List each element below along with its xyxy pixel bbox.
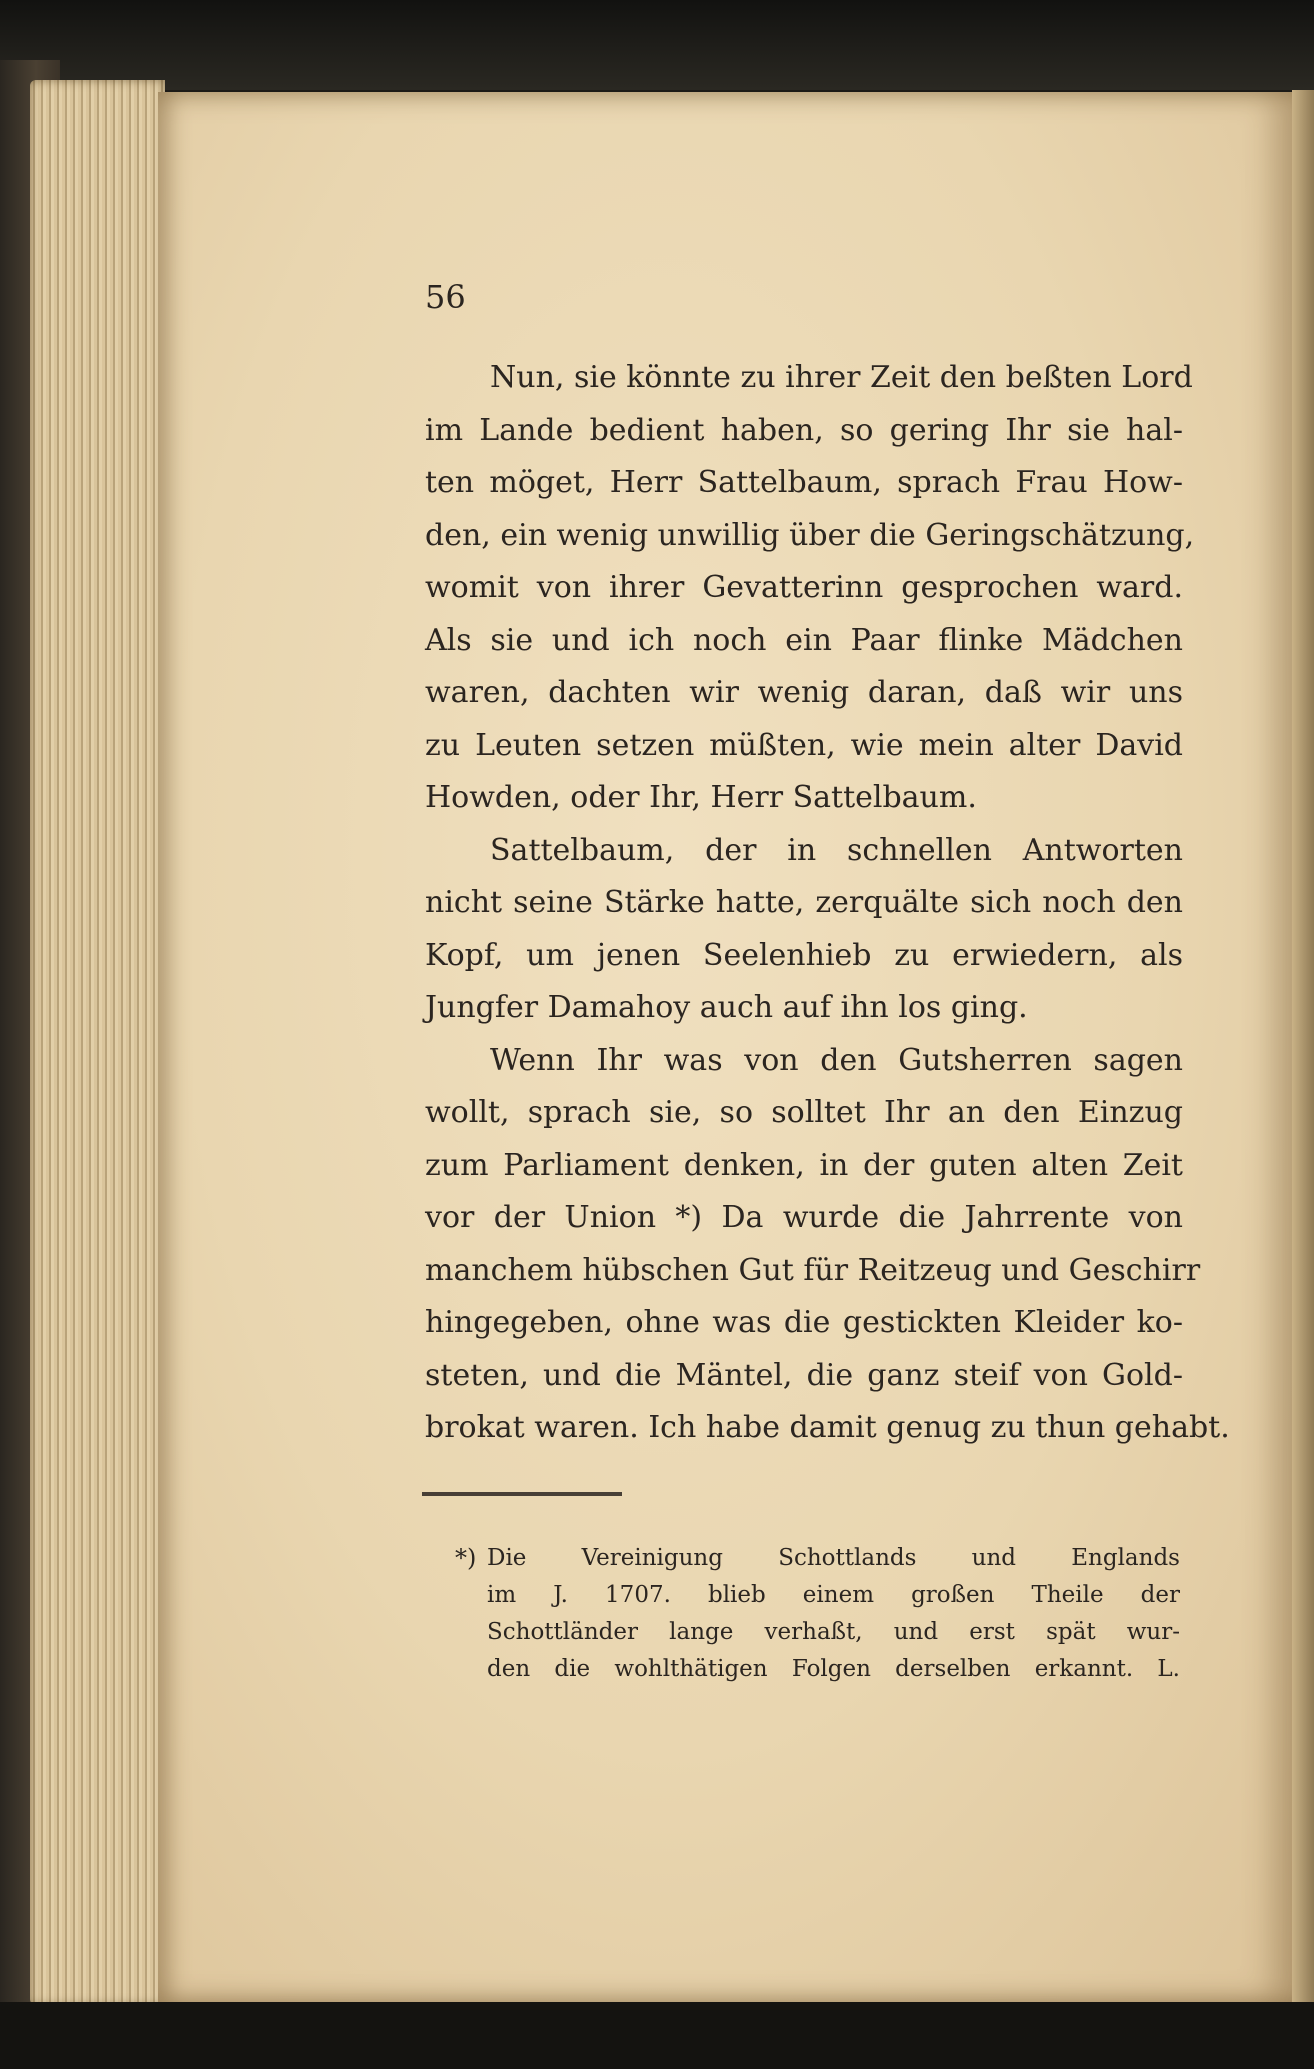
text-line: womit von ihrer Gevatterinn gesprochen ward.: [425, 570, 1183, 605]
text-line: Als sie und ich noch ein Paar flinke Mädchen: [425, 622, 1183, 658]
text-line: Kopf, um jenen Seelenhieb zu erwiedern, als: [425, 937, 1183, 973]
text-line: im Lande bedient haben, so gering Ihr sie hal-: [425, 412, 1183, 448]
text-line: brokat waren. Ich habe damit genug zu thun gehabt.: [425, 1410, 1230, 1445]
text-line: hingegeben, ohne was die gestickten Kleider ko-: [425, 1305, 1183, 1340]
footnote-line: Die Vereinigung Schottlands und Englands: [487, 1545, 1180, 1571]
text-line: Sattelbaum, der in schnellen Antworten: [490, 832, 1183, 868]
page-number: 56: [425, 278, 466, 316]
text-line: Howden, oder Ihr, Herr Sattelbaum.: [425, 780, 977, 815]
text-line: zum Parliament denken, in der guten alten Zeit: [425, 1147, 1183, 1183]
text-line: wollt, sprach sie, so solltet Ihr an den Einzug: [425, 1095, 1183, 1130]
scan-background-top: [0, 0, 1314, 90]
paragraph-3: [425, 1035, 1230, 1455]
text-line: Wenn Ihr was von den Gutsherren sagen: [490, 1042, 1183, 1078]
footnote-line: Schottländer lange verhaßt, und erst spät wur-: [487, 1619, 1180, 1645]
footnote-line: den die wohlthätigen Folgen derselben erkannt. L.: [487, 1656, 1180, 1682]
text-line: Nun, sie könnte zu ihrer Zeit den beßten Lord: [490, 360, 1193, 395]
text-line: waren, dachten wir wenig daran, daß wir uns: [425, 675, 1183, 710]
page-right-edge: [1292, 90, 1314, 2005]
footnote-line: im J. 1707. blieb einem großen Theile der: [487, 1582, 1180, 1608]
footnote-text: [487, 1540, 1180, 1688]
paragraph-2: [425, 825, 1183, 1035]
text-line: ten möget, Herr Sattelbaum, sprach Frau How-: [425, 465, 1183, 500]
text-line: den, ein wenig unwillig über die Geringschätzung,: [425, 517, 1195, 553]
text-line: manchem hübschen Gut für Reitzeug und Geschirr: [425, 1252, 1201, 1288]
page-edges: [30, 80, 165, 2005]
text-line: steten, und die Mäntel, die ganz steif von Gold-: [425, 1357, 1183, 1393]
text-line: vor der Union *) Da wurde die Jahrrente von: [425, 1200, 1183, 1235]
footnote-marker: *): [455, 1544, 477, 1572]
paragraph-1: [425, 352, 1195, 825]
text-line: zu Leuten setzen müßten, wie mein alter David: [425, 727, 1183, 763]
body-text: [425, 352, 1230, 1455]
text-line: nicht seine Stärke hatte, zerquälte sich noch den: [425, 885, 1183, 920]
scan-background-bottom: [0, 2002, 1314, 2069]
footnote-rule: [422, 1492, 622, 1496]
text-line: Jungfer Damahoy auch auf ihn los ging.: [425, 990, 1028, 1025]
